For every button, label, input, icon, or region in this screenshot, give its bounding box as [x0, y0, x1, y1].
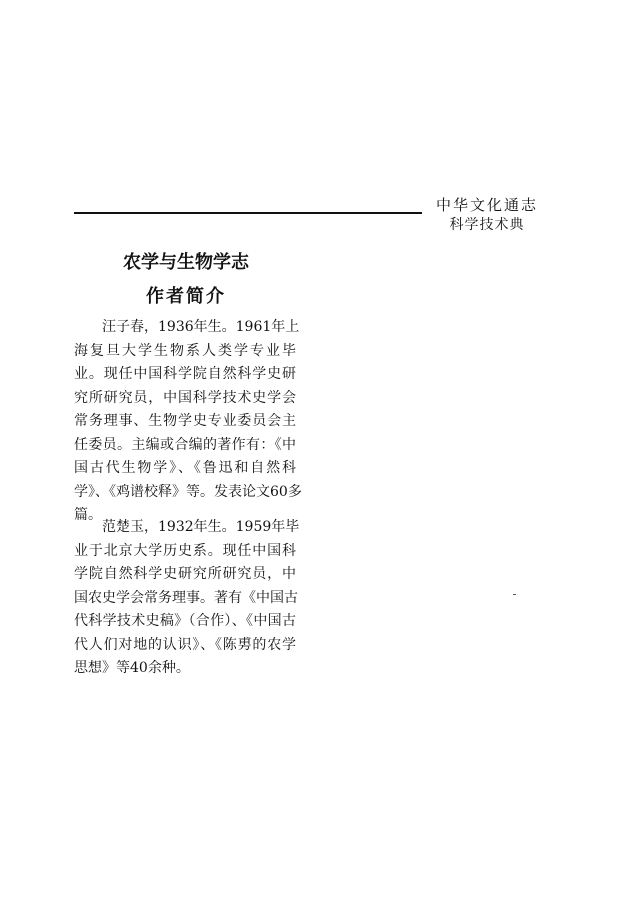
scan-speck — [513, 594, 516, 595]
bio-line: 学》、《鸡谱校释》等。发表论文60多 — [74, 483, 302, 500]
bio-line: 思想》等40余种。 — [74, 660, 190, 676]
bio-line: 篇。 — [74, 507, 102, 523]
bio-line: 代人们对地的认识》、《陈旉的农学 — [74, 636, 296, 653]
bio-line: 学院自然科学史研究所研究员，中 — [74, 566, 296, 582]
bio-line: 业。现任中国科学院自然科学史研 — [74, 366, 296, 382]
bio-line: 国古代生物学》、《鲁迅和自然科 — [74, 460, 296, 476]
author-bio-wang-zichun — [74, 316, 302, 528]
series-title: 中华文化通志 — [435, 196, 538, 214]
header-rule — [74, 212, 422, 214]
section-title: 作者简介 — [146, 286, 226, 307]
bio-line: 范楚玉，1932年生。1959年毕 — [102, 519, 300, 535]
bio-line: 汪子春，1936年生。1961年上 — [102, 319, 300, 335]
volume-title: 农学与生物学志 — [123, 252, 249, 273]
bio-line: 任委员。主编或合编的著作有：《中 — [74, 436, 296, 453]
bio-line: 国农史学会常务理事。著有《中国古 — [74, 589, 298, 606]
bio-line: 业于北京大学历史系。现任中国科 — [74, 542, 296, 559]
bio-line: 常务理事、生物学史专业委员会主 — [74, 413, 296, 429]
bio-line: 究所研究员，中国科学技术史学会 — [74, 389, 296, 406]
bio-line: 代科学技术史稿》（合作）、《中国古 — [74, 613, 296, 629]
sub-series-title: 科学技术典 — [449, 217, 525, 233]
author-bio-fan-chuyu — [74, 516, 300, 681]
bio-line: 海复旦大学生物系人类学专业毕 — [74, 342, 296, 359]
